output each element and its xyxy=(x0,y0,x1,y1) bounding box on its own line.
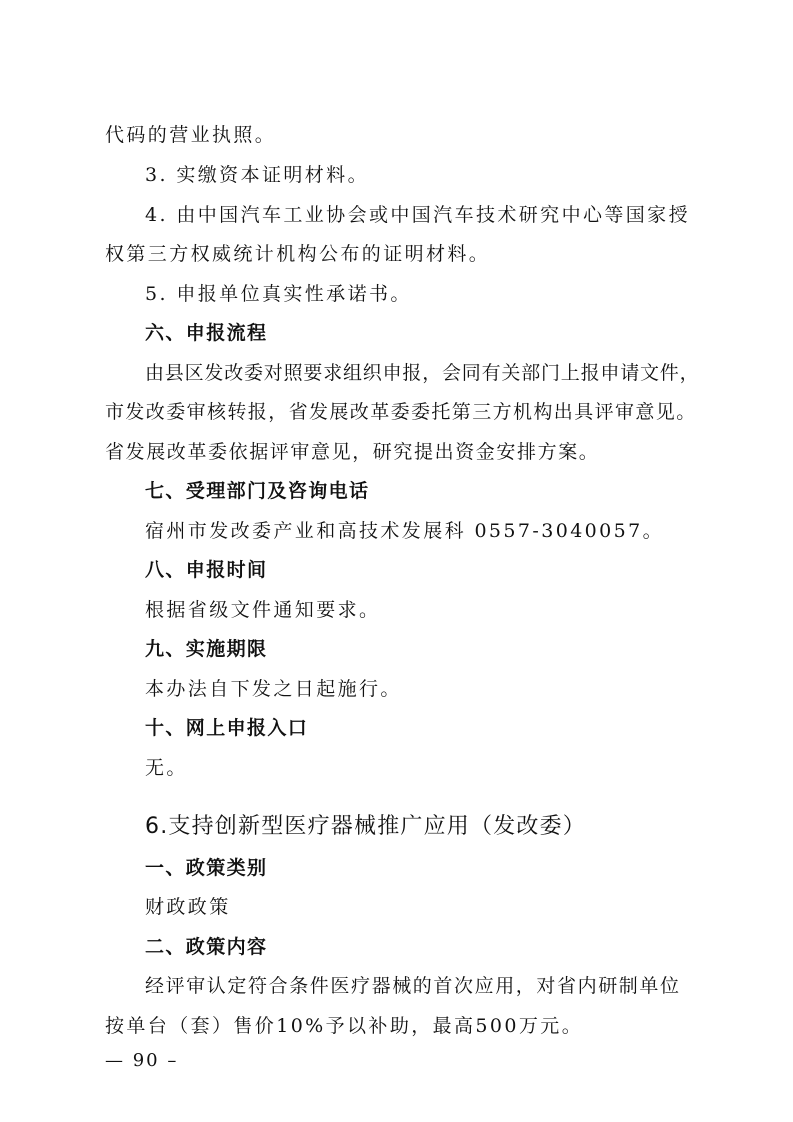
contact-line: 宿州市发改委产业和高技术发展科 0557-3040057。 xyxy=(145,520,665,542)
body-text-line: 财政政策 xyxy=(145,896,231,918)
body-text-line: 代码的营业执照。 xyxy=(105,124,277,146)
section-heading-10: 十、网上申报入口 xyxy=(145,717,309,739)
body-text-line: 省发展改革委依据评审意见，研究提出资金安排方案。 xyxy=(105,441,600,463)
section-heading-6: 六、申报流程 xyxy=(145,322,268,344)
section-heading-1: 一、政策类别 xyxy=(145,857,268,879)
body-text-line: 本办法自下发之日起施行。 xyxy=(145,678,402,700)
body-text-line: 根据省级文件通知要求。 xyxy=(145,599,381,621)
body-text-line: 市发改委审核转报，省发展改革委委托第三方机构出具评审意见。 xyxy=(105,401,697,423)
list-item-5: 5. 申报单位真实性承诺书。 xyxy=(145,283,412,305)
body-text-line: 无。 xyxy=(145,757,188,779)
item-title: 6.支持创新型医疗器械推广应用（发改委） xyxy=(145,814,586,839)
body-text-line: 经评审认定符合条件医疗器械的首次应用，对省内研制单位 xyxy=(145,975,681,997)
list-item-3: 3. 实缴资本证明材料。 xyxy=(145,164,369,186)
list-item-4: 4. 由中国汽车工业协会或中国汽车技术研究中心等国家授 xyxy=(145,204,690,226)
section-heading-8: 八、申报时间 xyxy=(145,559,268,581)
body-text-line: 由县区发改委对照要求组织申报，会同有关部门上报申请文件， xyxy=(145,362,700,384)
body-text-line: 权第三方权威统计机构公布的证明材料。 xyxy=(105,243,491,265)
body-text-line: 按单台（套）售价10%予以补助，最高500万元。 xyxy=(105,1015,584,1037)
section-heading-7: 七、受理部门及咨询电话 xyxy=(145,480,370,502)
section-heading-2: 二、政策内容 xyxy=(145,936,268,958)
section-heading-9: 九、实施期限 xyxy=(145,638,268,660)
page-number: — 90 – xyxy=(105,1050,179,1071)
